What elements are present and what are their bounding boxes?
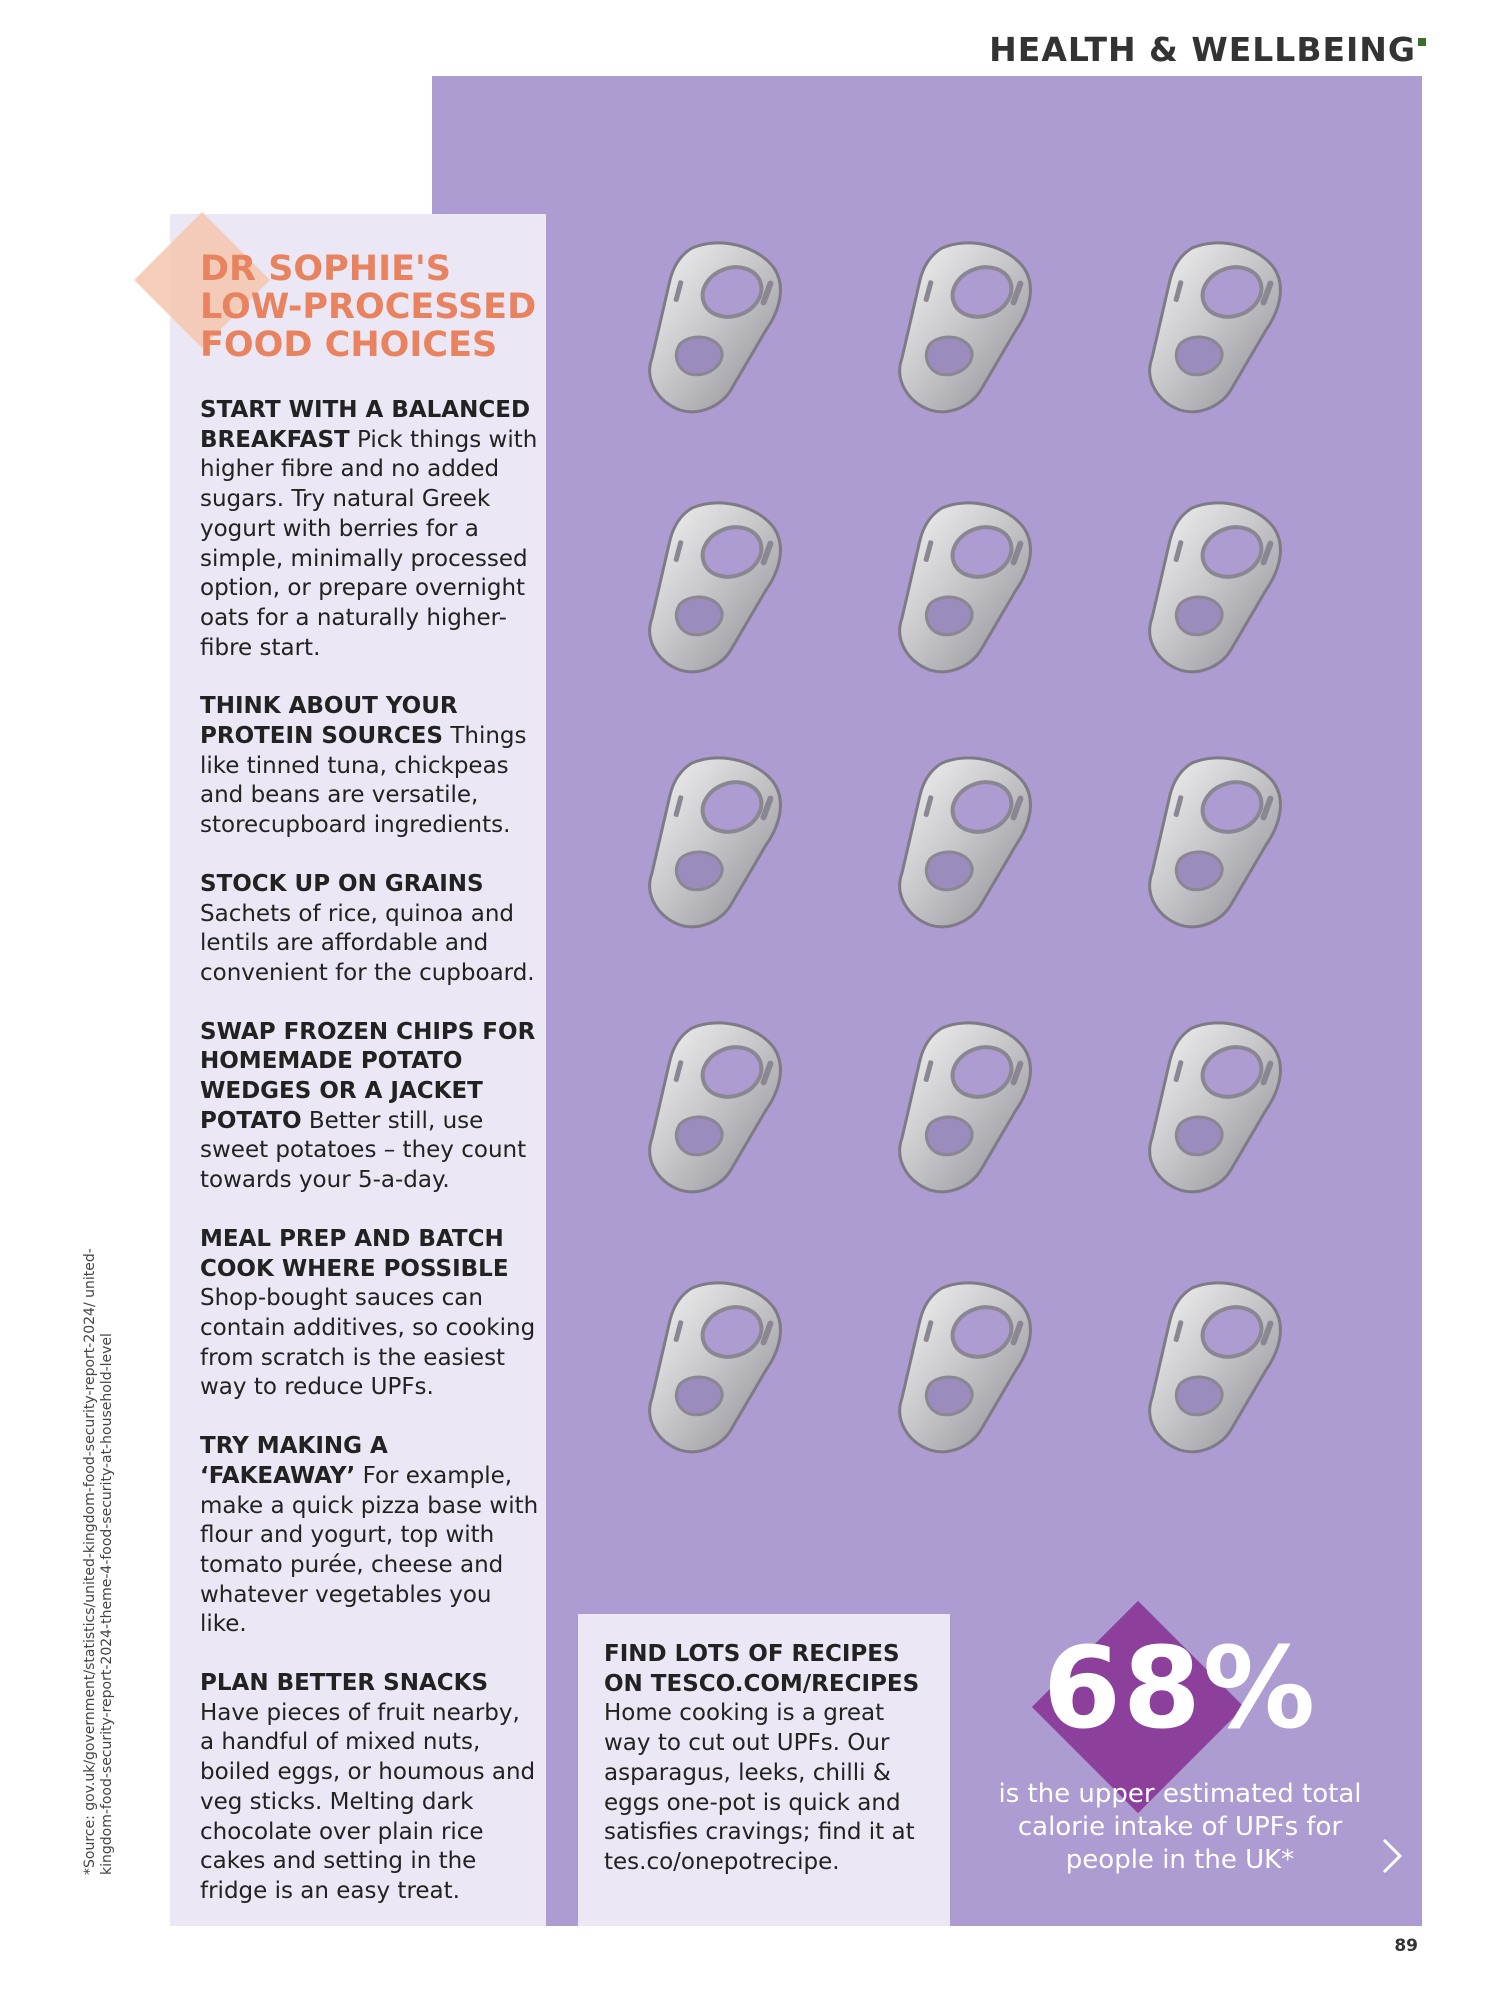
tip-heading: TRY MAKING A ‘FAKEAWAY’ (200, 1433, 388, 1489)
tip-heading: THINK ABOUT YOUR PROTEIN SOURCES (200, 693, 458, 750)
tip-heading: START WITH A BALANCED BREAKFAST (200, 397, 531, 453)
ring-pull-row-4 (650, 1023, 1281, 1192)
tip-heading: SWAP FROZEN CHIPS FOR HOMEMADE POTATO WEDGES OR A JACKET POTATO (200, 1018, 536, 1134)
can-ring-pulls-photo (620, 220, 1360, 1500)
ring-pull-row-3 (650, 758, 1281, 927)
corner-marker (1418, 38, 1426, 46)
stat-caption: is the upper estimated total calorie intake of UPFs for people in the UK* (998, 1779, 1362, 1875)
recipe-body: Home cooking is a great way to cut out UPFs. Our asparagus, leeks, chilli & eggs one-pot is quick and satisfies cravings; find it at tes.co/onepotrecipe. (604, 1700, 915, 1875)
tip-breakfast (200, 396, 540, 663)
tip-body: Things like tinned tuna, chickpeas and beans are versatile, storecupboard ingredients. (200, 723, 527, 839)
ring-pull-row-2 (650, 503, 1281, 672)
ring-pull-row-5 (650, 1283, 1281, 1452)
ring-pull (1150, 243, 1281, 412)
ring-pull (900, 758, 1031, 927)
ring-pull (650, 243, 781, 412)
tip-potato (200, 1018, 540, 1196)
tip-snacks (200, 1669, 540, 1907)
tip-body: For example, make a quick pizza base with flour and yogurt, top with tomato purée, cheese and whatever vegetables you like. (200, 1462, 539, 1638)
ring-pull-row-1 (650, 243, 1281, 412)
article-headline: DR SOPHIE'S LOW-PROCESSED FOOD CHOICES (200, 249, 537, 365)
tip-body: Pick things with higher fibre and no added sugars. Try natural Greek yogurt with berries for a simple, minimally processed option, or prepare overnight oats for a naturally higher-fibre start. (200, 426, 538, 661)
section-title: HEALTH & WELLBEING (989, 30, 1416, 69)
tip-grains (200, 870, 540, 989)
tip-body: Shop-bought sauces can contain additives, so cooking from scratch is the easiest way to reduce UPFs. (200, 1285, 536, 1401)
recipe-callout (578, 1614, 950, 1926)
ring-pull (1150, 1023, 1281, 1192)
ring-pull (900, 503, 1031, 672)
tip-heading: STOCK UP ON GRAINS (200, 870, 484, 897)
stat-percentage: 68% (1042, 1624, 1318, 1754)
ring-pull (900, 243, 1031, 412)
chevron-right-icon[interactable] (1380, 1836, 1404, 1876)
ring-pull (900, 1283, 1031, 1452)
ring-pull (1150, 503, 1281, 672)
ring-pull (650, 1283, 781, 1452)
recipe-callout-text (604, 1640, 934, 1878)
tip-body: Sachets of rice, quinoa and lentils are affordable and convenient for the cupboard. (200, 900, 535, 986)
tip-heading: MEAL PREP AND BATCH COOK WHERE POSSIBLE (200, 1225, 509, 1282)
tip-body: Better still, use sweet potatoes – they count towards your 5-a-day. (200, 1107, 527, 1194)
source-footnote: *Source: gov.uk/government/statistics/united-kingdom-food-security-report-2024/ united-kingdom-food-security-report-2024-theme-4-food-security-at-household-level (82, 1248, 115, 1875)
ring-pull (1150, 1283, 1281, 1452)
tip-protein (200, 692, 540, 841)
recipe-heading: FIND LOTS OF RECIPES ON TESCO.COM/RECIPES (604, 1641, 920, 1697)
page-number: 89 (1394, 1936, 1418, 1956)
ring-pull (900, 1023, 1031, 1192)
tip-heading: PLAN BETTER SNACKS (200, 1670, 489, 1697)
ring-pull (650, 758, 781, 927)
tips-list (200, 396, 540, 1936)
tip-fakeaway (200, 1432, 540, 1640)
ring-pull (1150, 758, 1281, 927)
ring-pull (650, 1023, 781, 1192)
ring-pull (650, 503, 781, 672)
tip-body: Have pieces of fruit nearby, a handful of mixed nuts, boiled eggs, or houmous and veg sticks. Melting dark chocolate over plain rice cakes and setting in the fridge is an easy treat. (200, 1699, 536, 1904)
tip-meal-prep (200, 1225, 540, 1403)
